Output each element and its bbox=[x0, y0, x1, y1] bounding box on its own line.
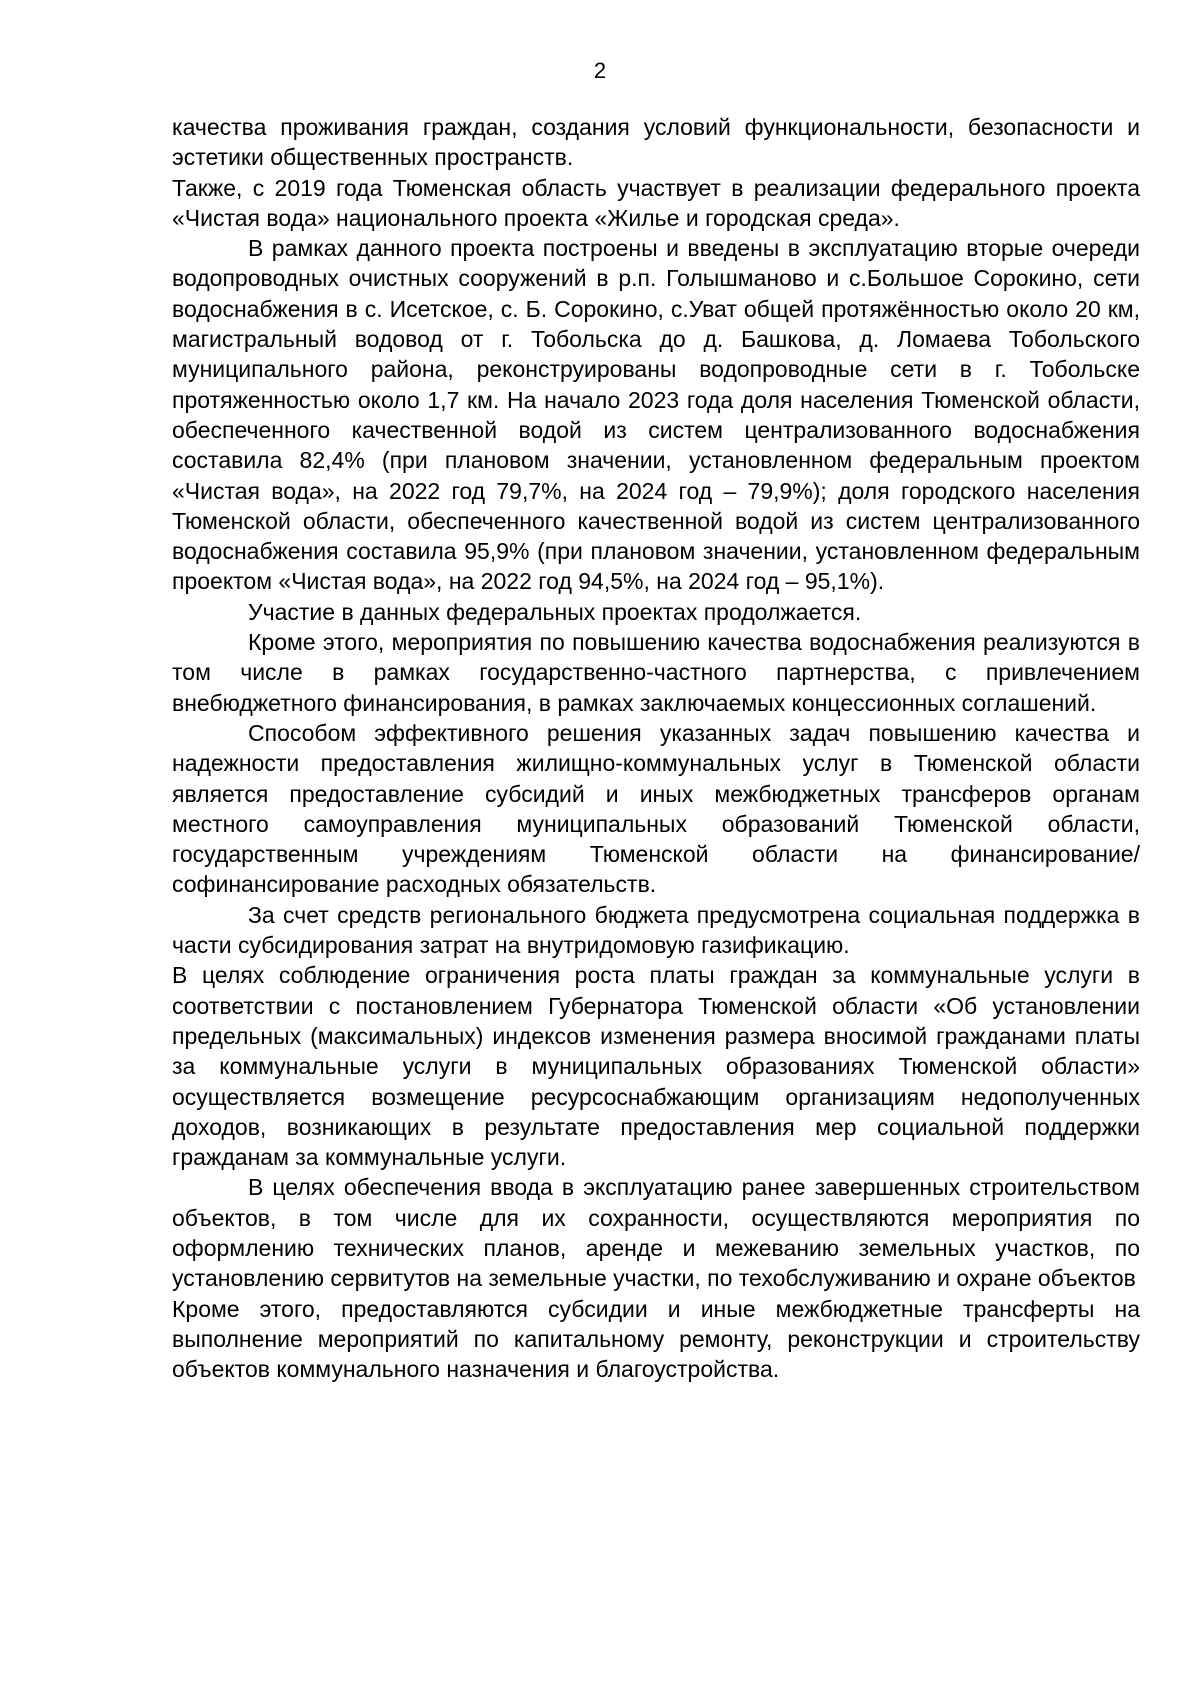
paragraph-1: качества проживания граждан, создания условий функциональности, безопасности и эстетики общественных пространств. bbox=[172, 114, 1140, 171]
paragraph-4: Участие в данных федеральных проектах продолжается. bbox=[248, 598, 862, 625]
paragraph-10: Кроме этого, предоставляются субсидии и иные межбюджетные трансферты на выполнение мероприятий по капитальному ремонту, реконструкции и строительству объектов коммунального назначения и благоустройства. bbox=[172, 1295, 1140, 1383]
paragraph-8: В целях соблюдение ограничения роста платы граждан за коммунальные услуги в соответствии с постановлением Губернатора Тюменской области «Об установлении предельных (максимальных) индексов изменения размера вносимой гражданами платы за коммунальные услуги в муниципальных образованиях Тюменской области» осуществляется возмещение ресурсоснабжающим организациям недополученных доходов, возникающих в результате предоставления мер социальной поддержки гражданам за коммунальные услуги. bbox=[172, 962, 1140, 1171]
paragraph-9: В целях обеспечения ввода в эксплуатацию ранее завершенных строительством объектов, в том числе для их сохранности, осуществляются мероприятия по оформлению технических планов, аренде и межеванию земельных участков, по установлению сервитутов на земельные участки, по техобслуживанию и охране объектов bbox=[172, 1174, 1140, 1292]
paragraph-5: Кроме этого, мероприятия по повышению качества водоснабжения реализуются в том числе в рамках государственно-частного партнерства, с привлечением внебюджетного финансирования, в рамках заключаемых концессионных соглашений. bbox=[172, 629, 1140, 716]
paragraph-2: Также, с 2019 года Тюменская область участвует в реализации федерального проекта «Чистая вода» национального проекта «Жилье и городская среда». bbox=[172, 174, 1140, 231]
paragraph-6: Способом эффективного решения указанных задач повышению качества и надежности предоставления жилищно-коммунальных услуг в Тюменской области является предоставление субсидий и иных межбюджетных трансферов органам местного самоуправления муниципальных образований Тюменской области, государственным учреждениям Тюменской области на финансирование/софинансирование расходных обязательств. bbox=[172, 719, 1140, 898]
paragraph-7: За счет средств регионального бюджета предусмотрена социальная поддержка в части субсидирования затрат на внутридомовую газификацию. bbox=[172, 901, 1140, 959]
page-number: 2 bbox=[593, 58, 607, 83]
document-body bbox=[172, 112, 1140, 1384]
paragraph-3: В рамках данного проекта построены и введены в эксплуатацию вторые очереди водопроводных очистных сооружений в р.п. Голышманово и с.Большое Сорокино, сети водоснабжения в с. Исетское, с. Б. Сорокино, с.Уват общей протяжённостью около 20 км, магистральный водовод от г. Тобольска до д. Башкова, д. Ломаева Тобольского муниципального района, реконструированы водопроводные сети в г. Тобольске протяженностью около 1,7 км. На начало 2023 года доля населения Тюменской области, обеспеченного качественной водой из систем централизованного водоснабжения составила 82,4% (при плановом значении, установленном федеральным проектом «Чистая вода», на 2022 год 79,7%, на 2024 год – 79,9%); доля городского населения Тюменской области, обеспеченного качественной водой из систем централизованного водоснабжения составила 95,9% (при плановом значении, установленном федеральным проектом «Чистая вода», на 2022 год 94,5%, на 2024 год – 95,1%). bbox=[172, 235, 1140, 595]
